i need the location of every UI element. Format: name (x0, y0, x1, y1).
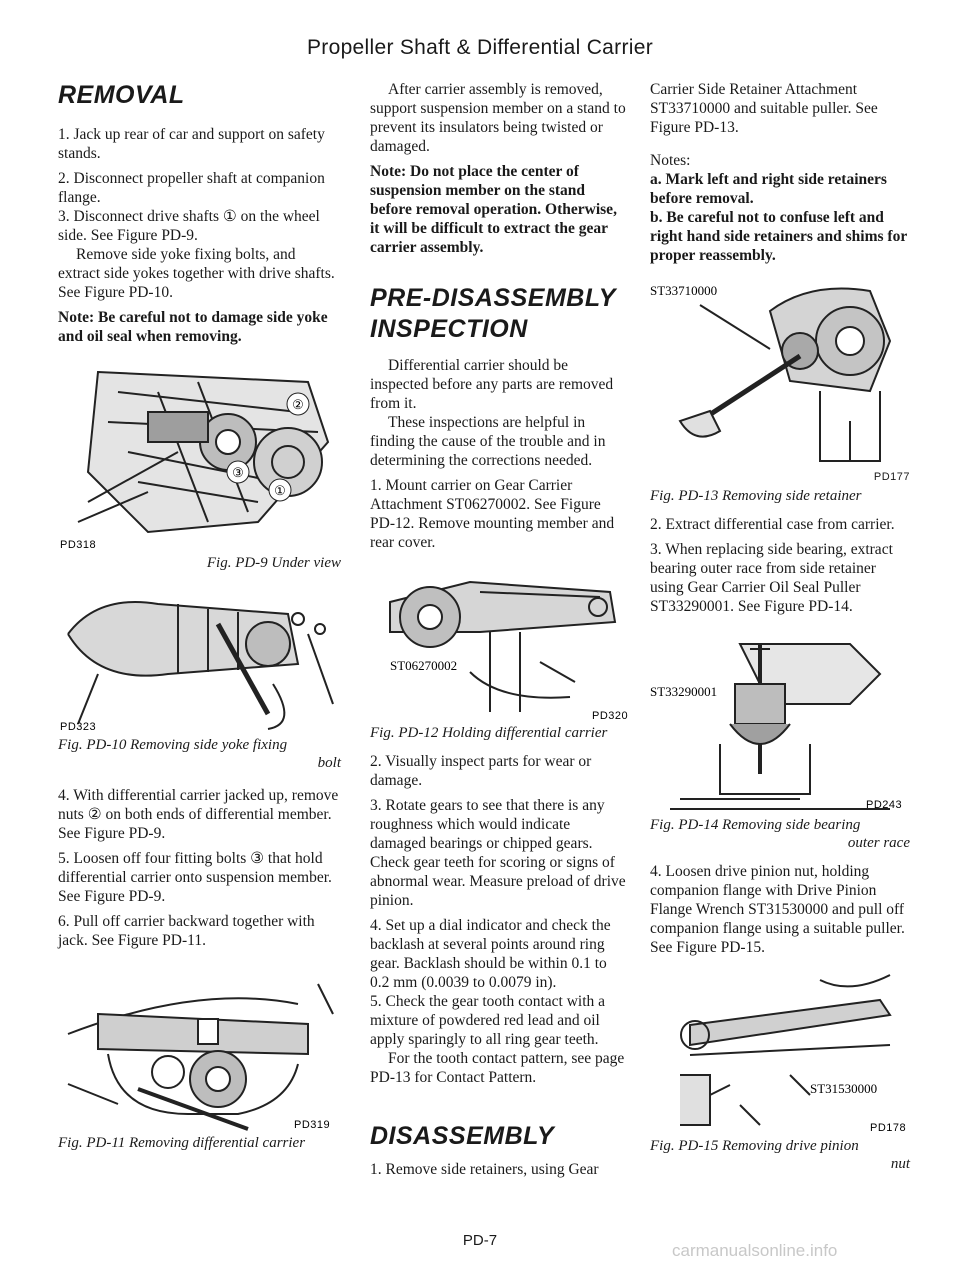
step-1: 1. Jack up rear of car and support on safety stands. (58, 126, 325, 163)
figure-pd12 (370, 562, 628, 742)
inspection-step-3: 3. Rotate gears to see that there is any roughness which would indicate damaged bearings or chipped gears. Check gear teeth for scoring or signs of abnormal wear. Measure preload of drive pinion. (370, 796, 626, 909)
caption-pd12: Fig. PD-12 Holding differential carrier (370, 724, 608, 741)
step-4: 4. With differential carrier jacked up, remove nuts ② on both ends of differential member. See Figure PD-9. (58, 787, 339, 843)
note-b: b. Be careful not to confuse left and right hand side retainers and shims for proper reassembly. (650, 209, 907, 264)
under-view-illustration (58, 352, 341, 552)
disassembly-step-1: 1. Remove side retainers, using Gear (370, 1160, 599, 1178)
figure-pd14 (650, 624, 910, 852)
caption-pd15-cont: nut (890, 1156, 910, 1172)
tool-label-st31530000: ST31530000 (810, 1081, 878, 1096)
column-left (58, 80, 341, 1152)
step-5: 5. Loosen off four fitting bolts ③ that hold differential carrier onto suspension member. See Figure PD-9. (58, 850, 332, 906)
figure-pd13 (650, 271, 910, 505)
note-suspension: Note: Do not place the center of suspension member on the stand before removal operation. Otherwise, it will be difficult to extract the gear carrier assembly. (370, 163, 617, 256)
figure-pd11 (58, 964, 341, 1152)
note-removal: Note: Be careful not to damage side yoke and oil seal when removing. (58, 309, 328, 346)
figure-code-pd318: PD318 (60, 539, 97, 552)
figure-code-pd177: PD177 (873, 471, 910, 483)
figure-code-pd243: PD243 (866, 799, 903, 811)
bearing-puller-illustration (650, 624, 910, 814)
disassembly-step-1-cont: Carrier Side Retainer Attachment ST33710000 and suitable puller. See Figure PD-13. (650, 81, 878, 136)
caption-pd14-cont: outer race (847, 835, 910, 851)
disassembly-step-4: 4. Loosen drive pinion nut, holding companion flange with Drive Pinion Flange Wrench ST31530000 and pull off companion flange using a suitable puller. See Figure PD-15. (650, 863, 905, 956)
disassembly-step-3: 3. When replacing side bearing, extract bearing outer race from side retainer using Gear Carrier Oil Seal Puller ST33290001. See Figure PD-14. (650, 541, 893, 615)
inspection-step-5-cont: For the tooth contact pattern, see page PD-13 for Contact Pattern. (370, 1049, 625, 1086)
inspection-p2: These inspections are helpful in finding the cause of the trouble and in determining the corrections needed. (370, 413, 606, 469)
tool-label-st33290001: ST33290001 (650, 684, 718, 699)
inspection-step-2: 2. Visually inspect parts for wear or damage. (370, 752, 592, 789)
side-yoke-illustration (58, 574, 341, 734)
side-retainer-illustration (650, 271, 910, 471)
caption-pd11: Fig. PD-11 Removing differential carrier (58, 1135, 306, 1152)
inspection-p1: Differential carrier should be inspected before any parts are removed from it. (370, 356, 614, 412)
carrier-removal-illustration (58, 964, 341, 1132)
callout-3: ③ (232, 465, 244, 481)
caption-pd15: Fig. PD-15 Removing drive pinion (650, 1138, 859, 1154)
callout-1: ① (274, 483, 286, 499)
column-right (650, 80, 910, 1173)
caption-pd14: Fig. PD-14 Removing side bearing (650, 817, 861, 833)
step-6: 6. Pull off carrier backward together with jack. See Figure PD-11. (58, 913, 315, 950)
section-title-removal: REMOVAL (58, 81, 185, 109)
step-3-cont: Remove side yoke fixing bolts, and extract side yokes together with drive shafts. See Figure PD-10. (58, 246, 335, 302)
figure-code-pd320: PD320 (592, 709, 628, 722)
holding-carrier-illustration (370, 562, 628, 722)
note-a: a. Mark left and right side retainers before removal. (650, 171, 887, 207)
column-middle (370, 80, 628, 1185)
figure-code-pd323: PD323 (60, 721, 97, 734)
figure-code-pd178: PD178 (870, 1122, 907, 1134)
figure-pd9 (58, 352, 341, 570)
caption-pd9: Fig. PD-9 Under view (206, 555, 341, 572)
step-3: 3. Disconnect drive shafts ① on the wheel side. See Figure PD-9. (58, 208, 320, 245)
notes-title: Notes: (650, 152, 691, 169)
step-2: 2. Disconnect propeller shaft at companion flange. (58, 170, 325, 207)
inspection-step-4: 4. Set up a dial indicator and check the backlash at several points around ring gear. Backlash should be within 0.1 to 0.2 mm (0.0039 to 0.0079 in). (370, 916, 611, 991)
disassembly-step-2: 2. Extract differential case from carrier. (650, 516, 895, 533)
figure-code-pd319: PD319 (294, 1119, 331, 1132)
callout-2: ② (292, 397, 304, 413)
caption-pd10: Fig. PD-10 Removing side yoke fixing (58, 737, 288, 754)
page-header: Propeller Shaft & Differential Carrier (307, 36, 653, 59)
caption-pd13: Fig. PD-13 Removing side retainer (650, 488, 862, 504)
figure-pd15 (650, 965, 910, 1173)
figure-pd10 (58, 574, 341, 772)
tool-label-st06270002: ST06270002 (390, 657, 458, 673)
section-title-disassembly: DISASSEMBLY (370, 1121, 555, 1150)
section-title-inspection: INSPECTION (370, 315, 528, 344)
page-number: PD-7 (462, 1232, 498, 1249)
watermark: carmanualsonline.info (672, 1241, 838, 1260)
caption-pd10-cont: bolt (317, 755, 341, 772)
inspection-step-1: 1. Mount carrier on Gear Carrier Attachment ST06270002. See Figure PD-12. Remove mounting member and rear cover. (370, 476, 615, 551)
pinion-nut-illustration (650, 965, 910, 1135)
inspection-step-5: 5. Check the gear tooth contact with a mixture of powdered red lead and oil apply sparingly to all ring gear teeth. (370, 992, 606, 1048)
tool-label-st33710000: ST33710000 (650, 283, 718, 298)
intro-paragraph: After carrier assembly is removed, support suspension member on a stand to prevent its insulators being twisted or damaged. (370, 81, 626, 155)
section-title-pre-disassembly: PRE-DISASSEMBLY (370, 284, 616, 312)
